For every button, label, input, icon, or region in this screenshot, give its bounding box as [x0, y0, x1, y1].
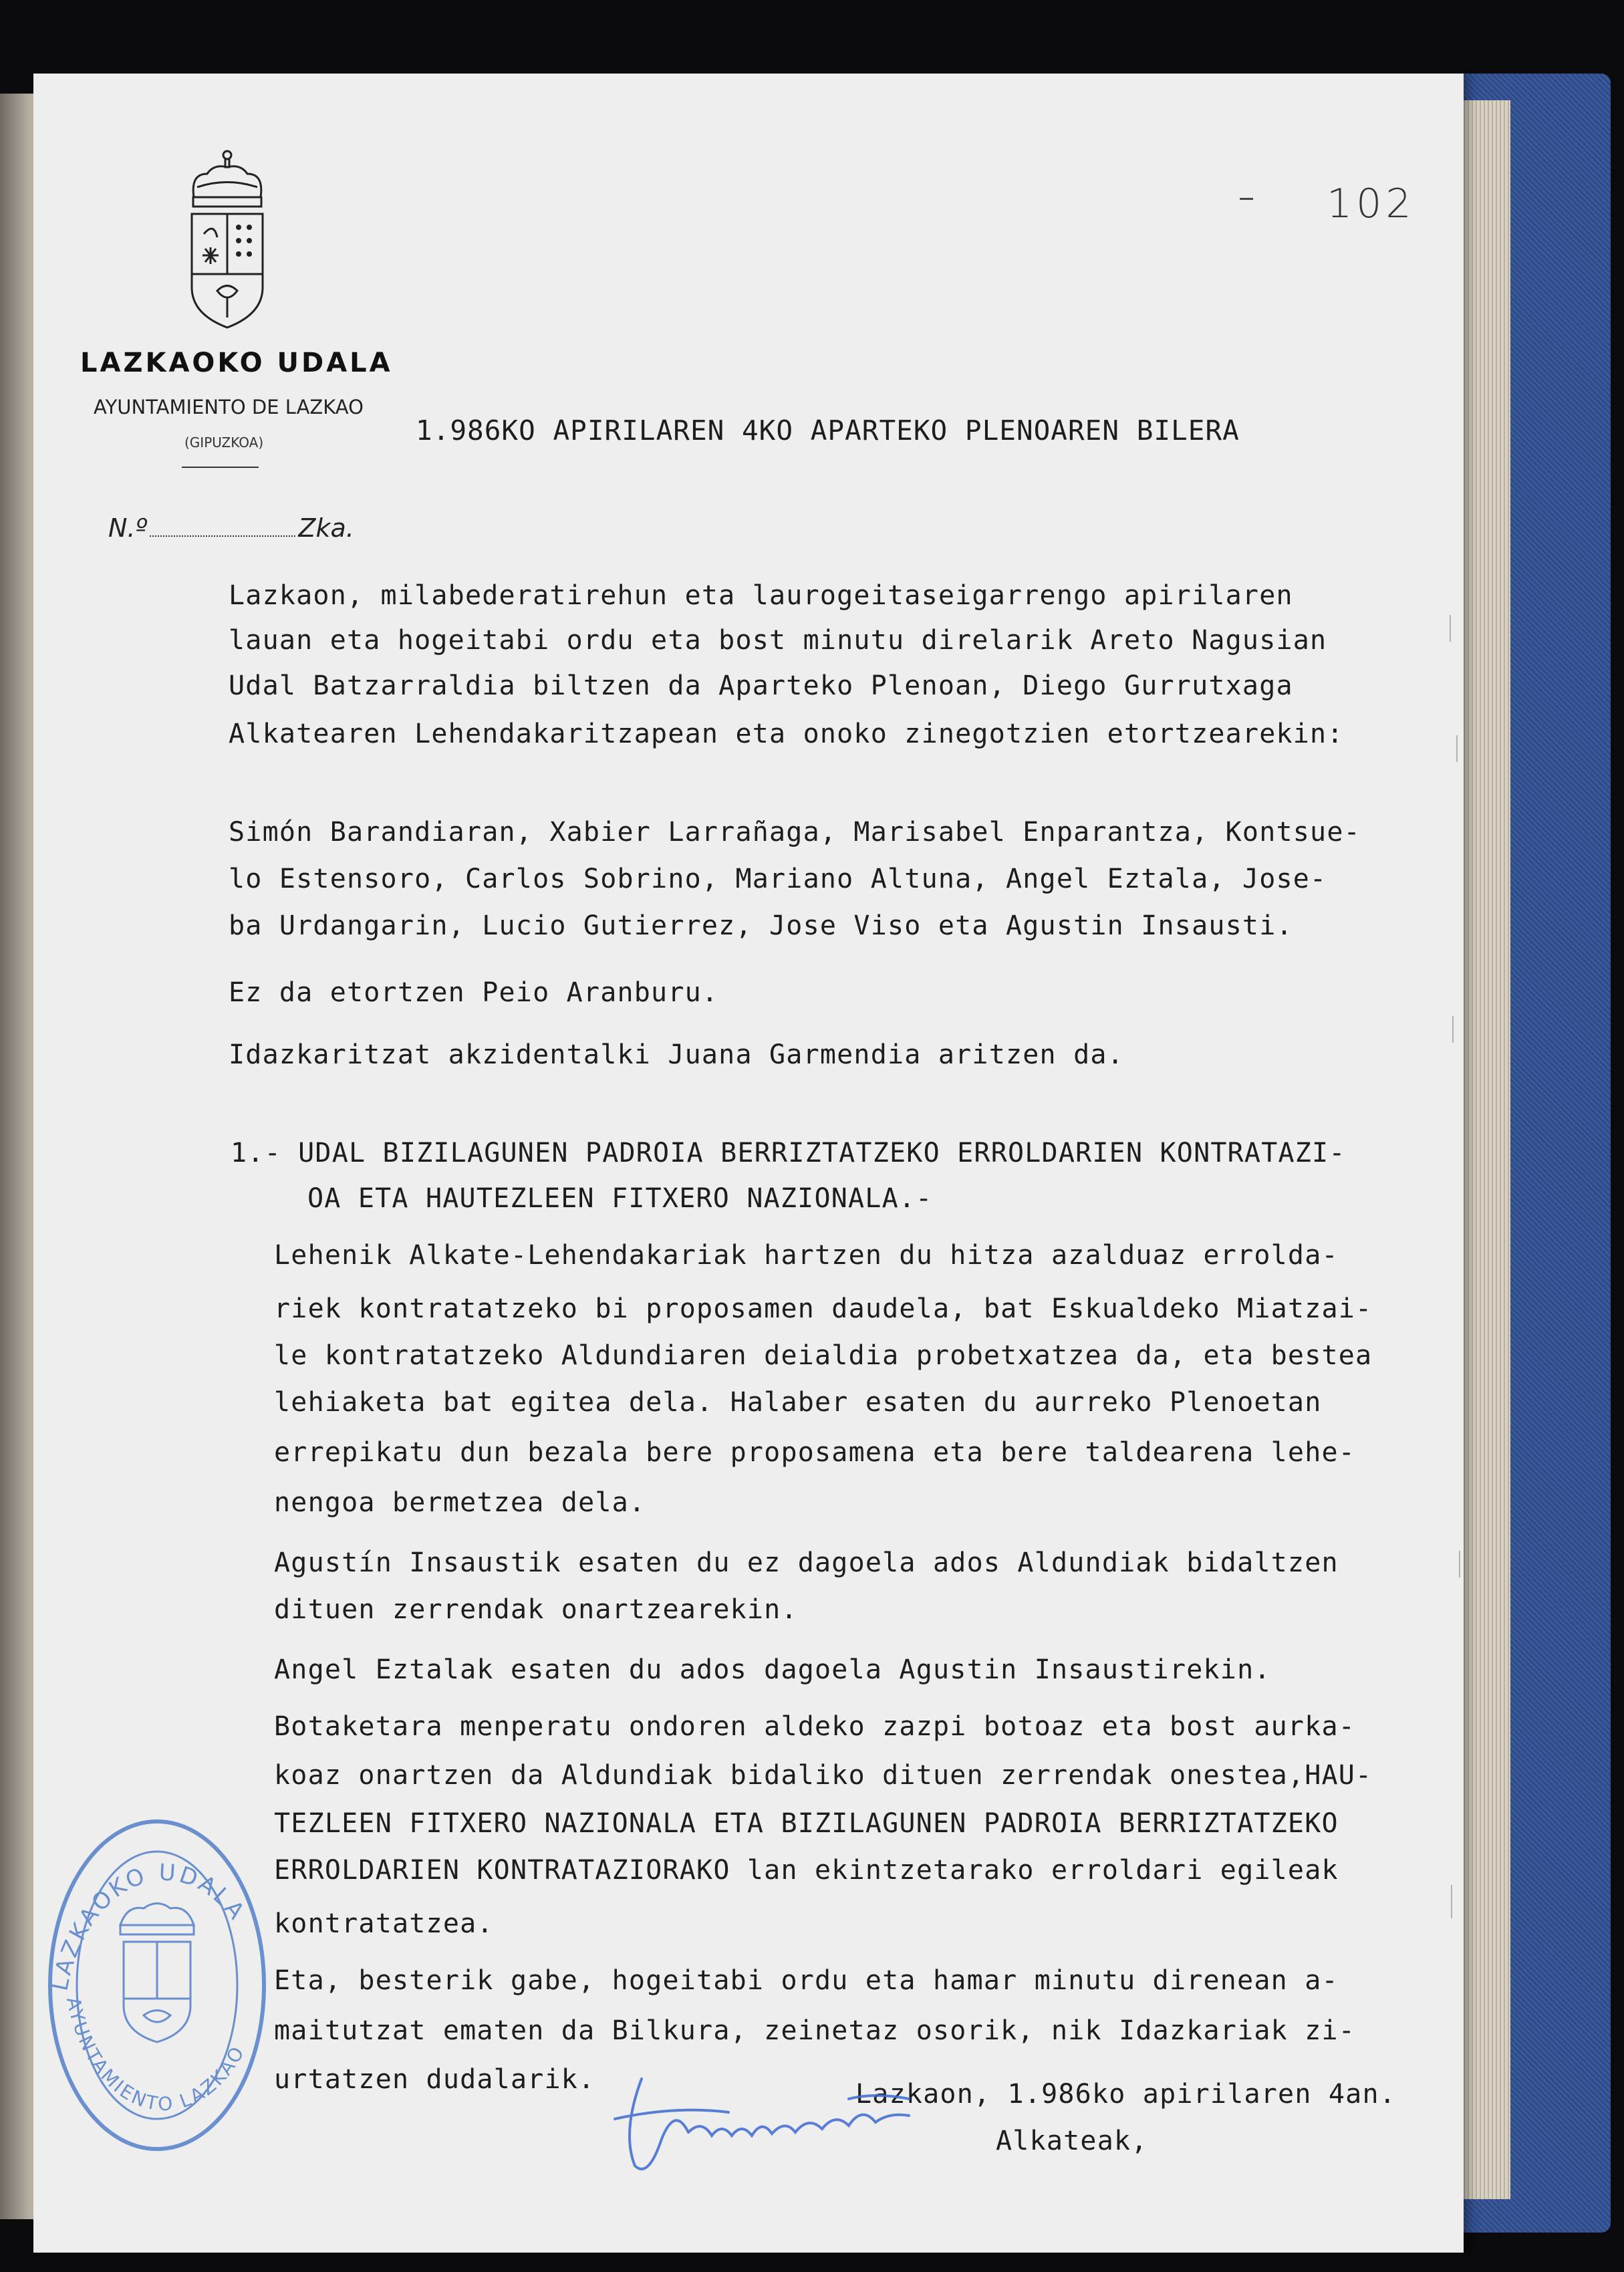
item-text-line: Angel Eztalak esaten du ados dagoela Agustin Insaustirekin. — [274, 1654, 1271, 1685]
item-text-line: le kontratatzeko Aldundiaren deialdia probetxatzea da, eta bestea — [274, 1340, 1373, 1371]
item-text-line: ERROLDARIEN KONTRATAZIORAKO lan ekintzetarako erroldari egileak — [274, 1855, 1339, 1886]
org-province: (GIPUZKOA) — [184, 434, 264, 451]
signer-label: Alkateak, — [996, 2126, 1148, 2156]
item-text-line: nengoa bermetzea dela. — [274, 1487, 646, 1518]
attendees-line: Simón Barandiaran, Xabier Larrañaga, Marisabel Enparantza, Kontsue- — [229, 817, 1361, 848]
item-text-line: TEZLEEN FITXERO NAZIONALA ETA BIZILAGUNEN PADROIA BERRIZTATZEKO — [274, 1808, 1339, 1839]
intro-line: Alkatearen Lehendakaritzapean eta onoko zinegotzien etortzearekin: — [229, 719, 1344, 749]
margin-marks — [1444, 615, 1470, 2086]
attendees-line: lo Estensoro, Carlos Sobrino, Mariano Altuna, Angel Eztala, Jose- — [229, 864, 1327, 894]
place-date: Lazkaon, 1.986ko apirilaren 4an. — [855, 2079, 1397, 2110]
org-subtitle: AYUNTAMIENTO DE LAZKAO — [94, 396, 364, 418]
item-text-line: Lehenik Alkate-Lehendakariak hartzen du hitza azalduaz errolda- — [274, 1240, 1339, 1271]
number-blank-line — [150, 535, 295, 537]
secretary-line: Idazkaritzat akzidentalki Juana Garmendia aritzen da. — [229, 1039, 1124, 1070]
item-heading: OA ETA HAUTEZLEEN FITXERO NAZIONALA.- — [307, 1183, 933, 1214]
item-text-line: kontratatzea. — [274, 1908, 494, 1939]
coat-of-arms-icon — [177, 147, 277, 338]
item-text-line: riek kontratatzeko bi proposamen daudela, bat Eskualdeko Miatzai- — [274, 1293, 1373, 1324]
item-heading: 1.- UDAL BIZILAGUNEN PADROIA BERRIZTATZEKO ERROLDARIEN KONTRATAZI- — [231, 1138, 1346, 1168]
document-title: 1.986KO APIRILAREN 4KO APARTEKO PLENOAREN BILERA — [416, 414, 1240, 447]
item-text-line: koaz onartzen da Aldundiak bidaliko dituen zerrendak onestea,HAU- — [274, 1760, 1373, 1791]
item-text-line: dituen zerrendak onartzearekin. — [274, 1594, 798, 1625]
org-name: LAZKAOKO UDALA — [80, 348, 393, 378]
number-label: N.º — [108, 513, 148, 543]
item-text-line: Botaketara menperatu ondoren aldeko zazpi botoaz eta bost aurka- — [274, 1711, 1356, 1742]
official-stamp — [27, 1791, 267, 2166]
closing-line: maitutzat ematen da Bilkura, zeinetaz osorik, nik Idazkariak zi- — [274, 2015, 1356, 2046]
number-suffix: Zka. — [298, 513, 354, 543]
item-text-line: Agustín Insaustik esaten du ez dagoela ados Aldundiak bidaltzen — [274, 1547, 1339, 1578]
stamp-bottom-text: AYUNTAMIENTO LAZKAO — [61, 1995, 250, 2116]
intro-line: Udal Batzarraldia biltzen da Aparteko Plenoan, Diego Gurrutxaga — [229, 670, 1293, 701]
closing-line: Eta, besterik gabe, hogeitabi ordu eta hamar minutu direnean a- — [274, 1965, 1339, 1996]
intro-line: Lazkaon, milabederatirehun eta laurogeitaseigarrengo apirilaren — [229, 580, 1293, 611]
item-text-line: lehiaketa bat egitea dela. Halaber esaten du aurreko Plenoetan — [274, 1387, 1322, 1418]
divider — [182, 467, 259, 468]
item-text-line: errepikatu dun bezala bere proposamena eta bere taldearena lehe- — [274, 1437, 1356, 1468]
attendees-line: ba Urdangarin, Lucio Gutierrez, Jose Viso eta Agustin Insausti. — [229, 910, 1293, 941]
dash-mark — [1240, 198, 1253, 200]
stamp-top-text: LAZKAOKO UDALA — [46, 1859, 251, 1993]
number-field — [108, 513, 354, 543]
absent-line: Ez da etortzen Peio Aranburu. — [229, 977, 719, 1008]
svg-text:AYUNTAMIENTO LAZKAO — [62, 1995, 249, 2116]
closing-line: urtatzen dudalarik. — [274, 2064, 595, 2095]
intro-line: lauan eta hogeitabi ordu eta bost minutu direlarik Areto Nagusian — [229, 625, 1327, 656]
signature — [595, 2059, 956, 2192]
page-number: 102 — [1327, 180, 1415, 227]
